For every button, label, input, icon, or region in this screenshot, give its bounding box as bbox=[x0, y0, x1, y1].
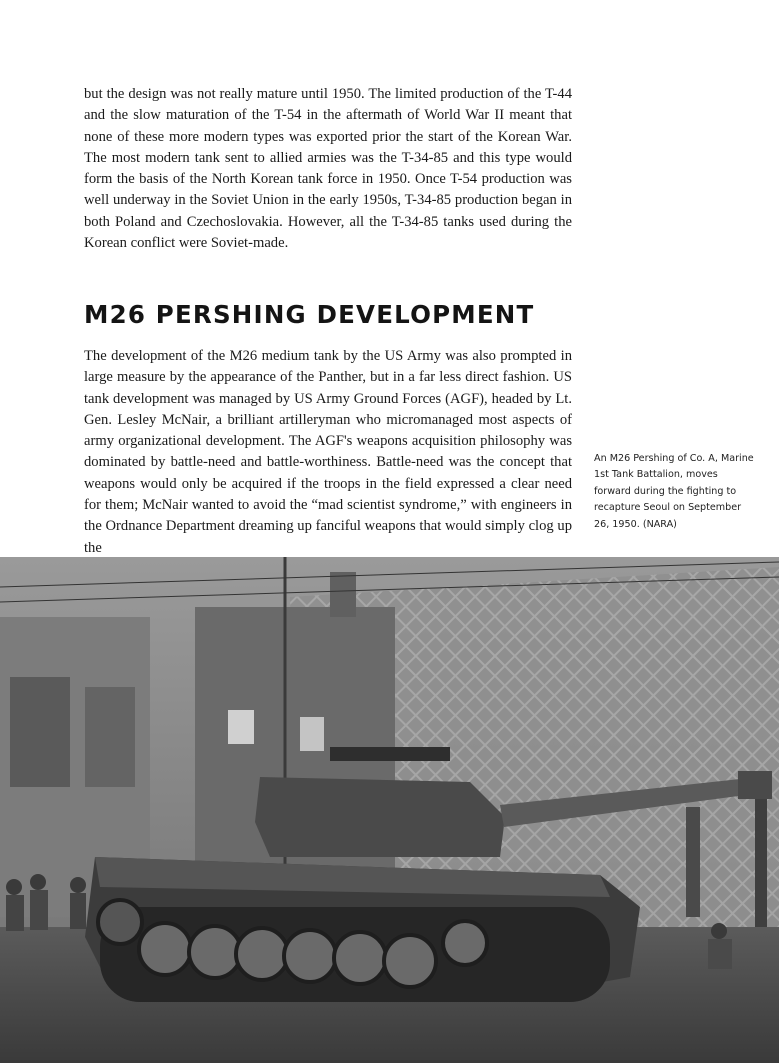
body-paragraph: The development of the M26 medium tank by the US Army was also prompted in large measure by the appearance of the Panther, but in a far less direct fashion. US tank development was managed by US Army Ground Forces (AGF), headed by Lt. Gen. Lesley McNair, a brilliant artilleryman who micromanaged most aspects of army organizational development. The AGF's weapons acquisition philosophy was dominated by battle-need and battle-worthiness. Battle-need was the concept that weapons would only be acquired if the troops in the field expressed a clear need for them; McNair wanted to avoid the “mad scientist syndrome,” with engineers in the Ordnance Department dreaming up fanciful weapons that would simply clog up the bbox=[84, 348, 572, 556]
body-paragraph: but the design was not really mature until 1950. The limited production of the T-44 and the slow maturation of the T-54 in the aftermath of World War II meant that none of these more modern types was exported prior the start of the Korean War. The most modern tank sent to allied armies was the T-34-85 and this type would form the basis of the North Korean tank force in 1950. Once T-54 production was well underway in the Soviet Union in the early 1950s, T-34-85 production began in both Poland and Czechoslovakia. However, all the T-34-85 tanks used during the Korean conflict were Soviet-made. bbox=[84, 86, 572, 252]
photo-caption: An M26 Pershing of Co. A, Marine 1st Tank Battalion, moves forward during the fighting to recapture Seoul on September 26, 1950. (NARA) bbox=[594, 453, 754, 530]
section-heading: M26 PERSHING DEVELOPMENT bbox=[84, 300, 535, 329]
tank-photograph bbox=[0, 557, 779, 1063]
